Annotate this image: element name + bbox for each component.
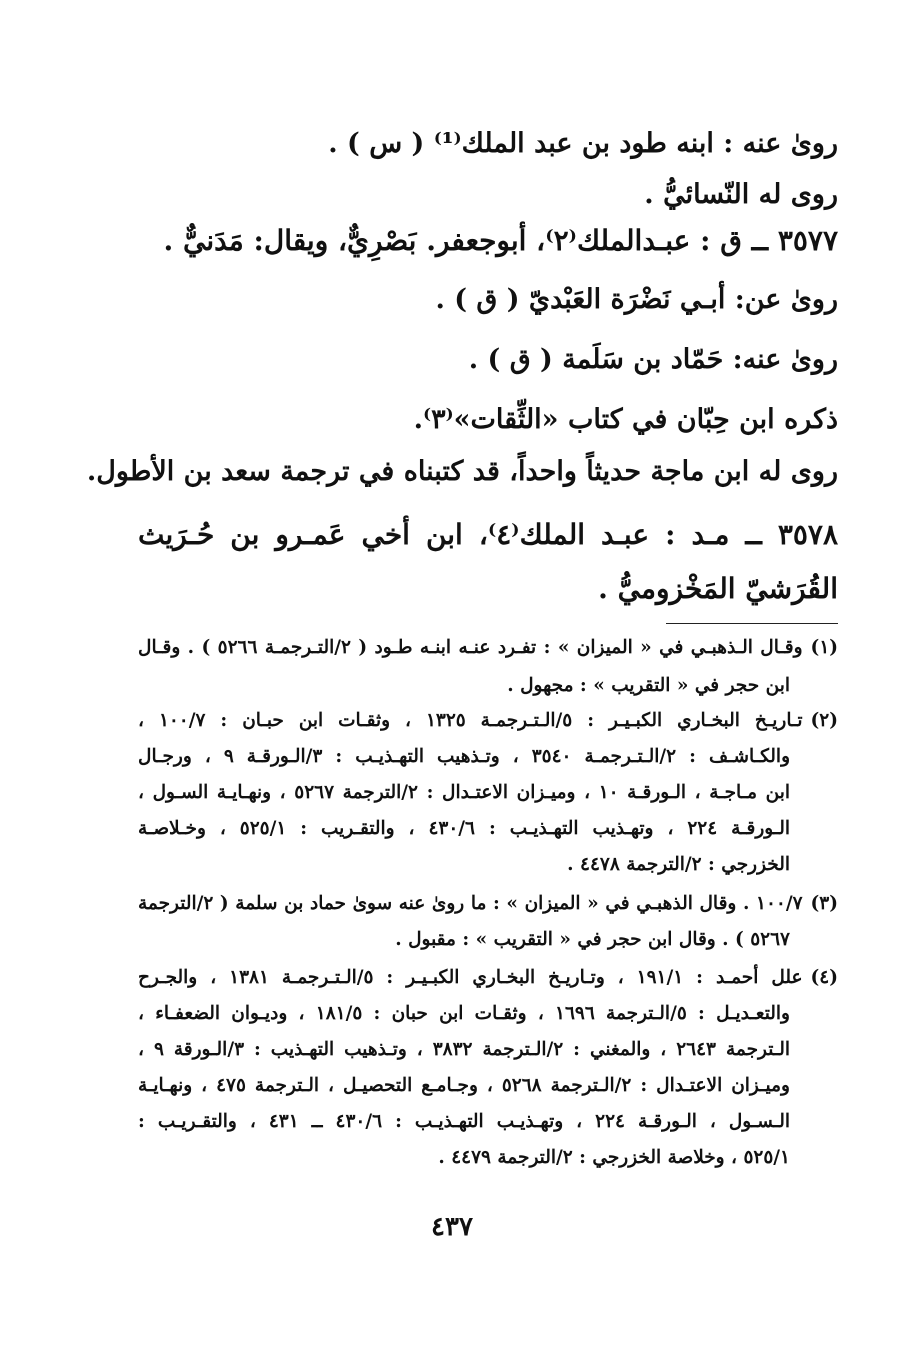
footnote-2-line [138, 709, 838, 732]
entry-3578-header: ٣٥٧٨ ــ مـد : عبـد الملك⁽٤⁾، ابن أخي عَمـرو بن حُـرَيث [138, 518, 838, 551]
footnote-4-line: والتعـديـل : ٥/الـترجمة ١٦٩٦ ، وثقـات ابن حبان : ١٨١/٥ ، وديـوان الضعفـاء ، [138, 1003, 790, 1024]
page-number: ٤٣٧ [431, 1212, 473, 1242]
footnote-4-line: الـسـول ، الـورقـة ٢٢٤ ، وتهـذيـب التهـذيـب : ٤٣٠/٦ ــ ٤٣١ ، والتقـريـب : [138, 1111, 790, 1132]
footnote-separator [666, 623, 838, 624]
footnote-number: (٣) [810, 893, 838, 914]
footnote-3-line [138, 892, 838, 915]
text-line: رویٰ عنه : ابنه طود بن عبد الملك⁽¹⁾ ( س ) . [328, 128, 838, 159]
footnote-1-line: ابن حجر في « التقريب » : مجهول . [507, 675, 790, 696]
footnote-text: وقـال الـذهبـي في « الميزان » : تفـرد عنـه ابنـه طـود ( ٢/التـرجمـة ٥٢٦٦ ) . وقـال [138, 637, 803, 658]
footnote-text: تـاريـخ البخـاري الكبـيـر : ٥/الـتـرجمـة ١٣٢٥ ، وثقـات ابن حبـان : ١٠٠/٧ ، [138, 710, 803, 731]
footnote-4-line: وميـزان الاعتـدال : ٢/الـترجمة ٥٢٦٨ ، وجـامـع التحصيـل ، الـترجمة ٤٧٥ ، ونهـايـة [138, 1075, 790, 1096]
footnote-number: (١) [810, 637, 839, 658]
text-line: روى له النّسائيُّ . [644, 179, 838, 210]
footnote-2-line: الـورقـة ٢٢٤ ، وتهـذيب التهـذيـب : ٤٣٠/٦ ، والتقـريب : ٥٢٥/١ ، وخـلاصـة [138, 818, 791, 839]
footnote-4-line: ٥٢٥/١ ، وخلاصة الخزرجي : ٢/الترجمة ٤٤٧٩ . [438, 1147, 790, 1168]
footnote-2-line: الخزرجي : ٢/الترجمة ٤٤٧٨ . [567, 854, 790, 875]
footnote-1-line [138, 636, 838, 659]
entry-3578-nisba: القُرَشيّ المَخْزوميُّ . [598, 572, 838, 605]
footnote-4-line: الـترجمة ٢٦٤٣ ، والمغني : ٢/الـترجمة ٣٨٣٢ ، وتـذهيب التهـذيب : ٣/الـورقة ٩ ، [138, 1039, 790, 1060]
footnote-text: علل أحمـد : ١٩١/١ ، وتـاريـخ البخـاري الكبـيـر : ٥/الـتـرجمـة ١٣٨١ ، والجـرح [138, 967, 803, 988]
footnote-4-line [138, 966, 838, 989]
entry-3577-header: ٣٥٧٧ ــ ق : عبـدالملك⁽٢⁾، أبوجعفر. بَصْرِيٌّ، ويقال: مَدَنيٌّ . [163, 224, 838, 257]
text-line: ذكره ابن حِبّان في كتاب «الثِّقات»⁽٣⁾. [413, 404, 838, 435]
footnote-3-line: ٥٢٦٧ ) . وقال ابن حجر في « التقريب » : مقبول . [395, 929, 790, 950]
footnote-2-line: ابن مـاجـة ، الـورقـة ١٠ ، وميـزان الاعتـدال : ٢/الترجمة ٥٢٦٧ ، ونهـايـة السـول ، [138, 782, 790, 803]
footnote-number: (٤) [810, 967, 838, 988]
footnote-text: ١٠٠/٧ . وقال الذهبـي في « الميزان » : ما رویٰ عنه سویٰ حماد بن سلمة ( ٢/الترجمة [138, 893, 803, 914]
text-line: رویٰ عن: أبـي نَضْرَة العَبْديّ ( ق ) . [435, 284, 838, 315]
footnote-number: (٢) [810, 710, 838, 731]
footnote-2-line: والكـاشـف : ٢/الـتـرجمـة ٣٥٤٠ ، وتـذهيب التهـذيـب : ٣/الـورقـة ٩ ، ورجـال [138, 746, 791, 767]
text-line: روى له ابن ماجة حديثاً واحداً، قد كتبناه في ترجمة سعد بن الأطول. [86, 456, 838, 487]
text-line: رویٰ عنه: حَمّاد بن سَلَمة ( ق ) . [468, 344, 838, 375]
